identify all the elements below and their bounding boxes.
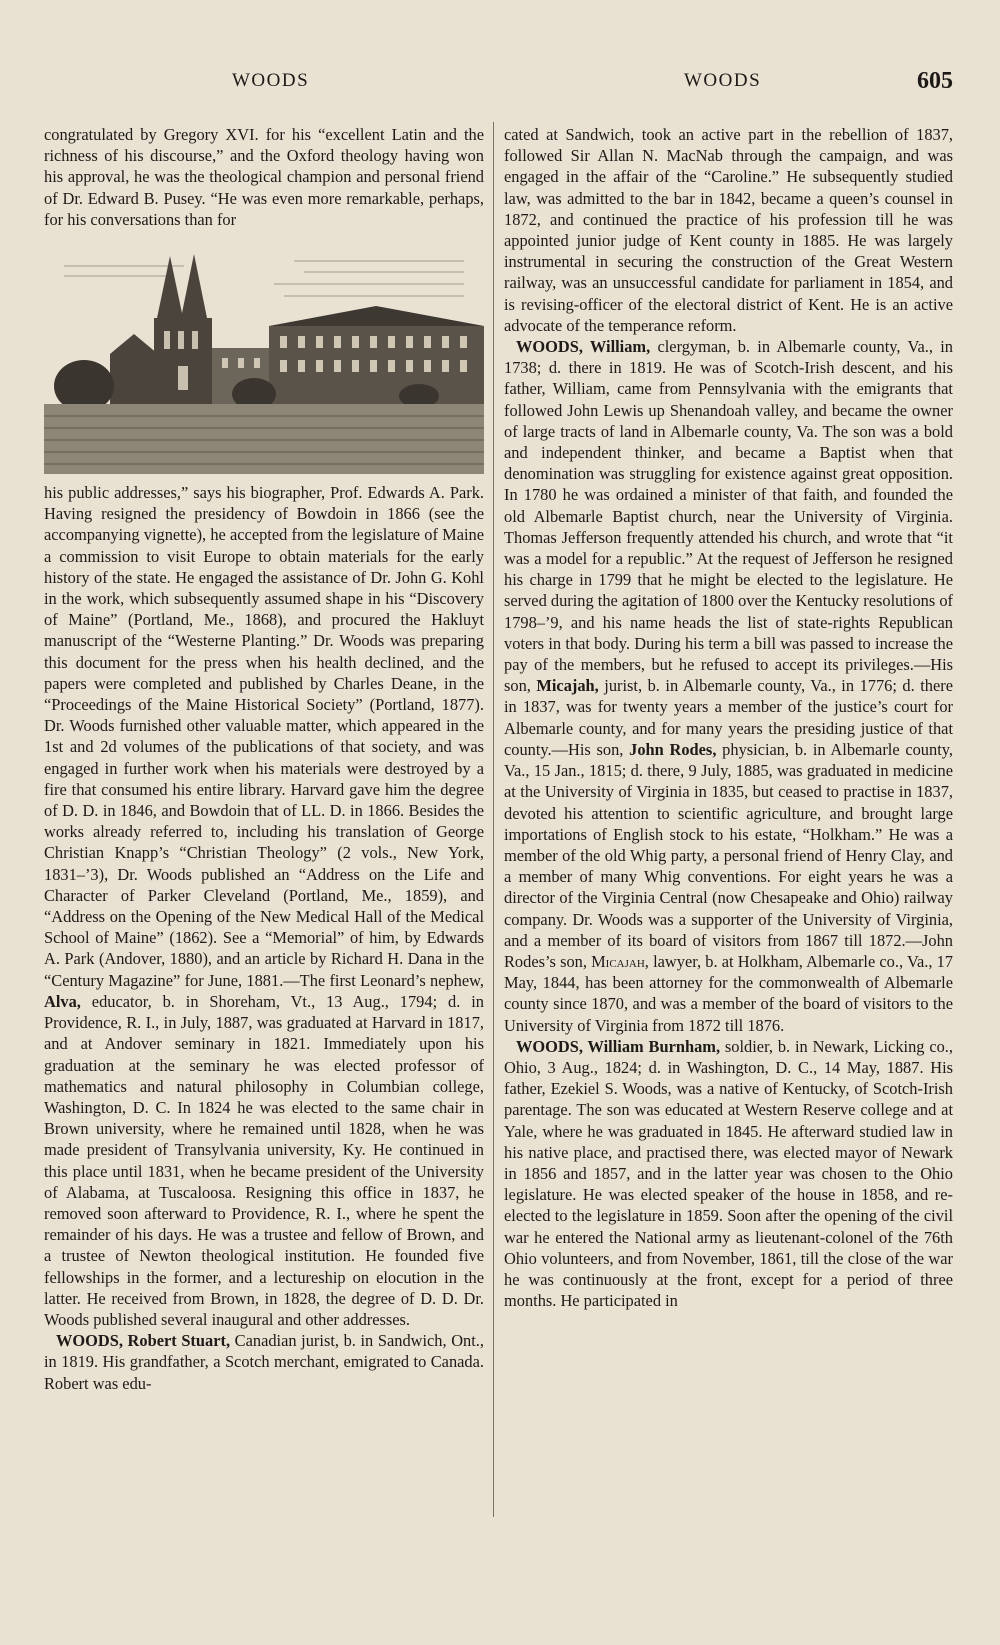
paragraph — [44, 482, 484, 1330]
headword-micajah: Micajah, — [536, 676, 599, 696]
entry-text: clergyman, b. in Albemarle county, Va., in 1738; d. there in 1819. He was of Scotch-Irish descent, and his father, William, came from Pennsylvania with the emigrants that followed John Lewis up Shenandoah valley, and became the owner of large tracts of land in Albemarle county, Va. The son was a bold and independent thinker, and became a Baptist when that denomination was struggling for existence against great opposition. In 1780 he was ordained a minister of that faith, and founded the old Albemarle Baptist church, near the University of Virginia. Thomas Jefferson frequently attended his church, and wrote that “it was a model for a republic.” At the request of Jefferson he resigned his charge in 1799 that he might be elected to the legislature. He served during the agitation of 1800 over the Kentucky resolutions of 1798–’9, and his name heads the list of state-rights Republican voters in that body. During his term a bill was passed to increase the pay of the members, but he refused to accept its privileges.—His son, — [504, 337, 953, 696]
paragraph-text: his public addresses,” says his biographer, Prof. Edwards A. Park. Having resigned the presidency of Bowdoin in 1866 (see the accompanying vignette), he accepted from the legislature of Maine a commission to visit Europe to obtain materials for the early history of the state. He engaged the assistance of Dr. John G. Kohl in the work, which subsequently assumed shape in his “Discovery of Maine” (Portland, Me., 1868), and procured the Hakluyt manuscript of the “Westerne Planting.” Dr. Woods was preparing this document for the press when his health declined, and the papers were completed and published by Charles Deane, in the “Proceedings of the Maine Historical Society” (Portland, 1877). Dr. Woods furnished other valuable matter, which appeared in the 1st and 2d volumes of the publications of that society, and was engaged in further work when his materials were destroyed by a fire that consumed his entire library. Harvard gave him the degree of D. D. in 1846, and Bowdoin that of LL. D. in 1866. Besides the works already referred to, including his translation of George Christian Knapp’s “Christian Theology” (2 vols., New York, 1831–’3), Dr. Woods published an “Address on the Life and Character of Parker Cleveland (Portland, Me., 1859), and “Address on the Opening of the New Medical Hall of the Medical School of Maine” (1862). See a “Memorial” of him, by Edwards A. Park (Andover, 1880), and an article by Richard H. Dana in the “Century Magazine” for June, 1881.—The first Leonard’s nephew, — [44, 483, 484, 990]
running-head-left: WOODS — [232, 70, 310, 91]
headword-alva: Alva, — [44, 991, 81, 1011]
entry-william-burnham-woods — [504, 1036, 953, 1312]
paragraph-continued: congratulated by Gregory XVI. for his “excellent Latin and the richness of his discourse,” and the Oxford theology having won his approval, he was the theological champion and personal friend of Dr. Edward B. Pusey. “He was even more remarkable, perhaps, for his conversations than for — [44, 125, 484, 229]
entry-william-woods — [504, 336, 953, 1036]
entry-robert-stuart-woods — [44, 1330, 484, 1394]
running-head-center: WOODS — [684, 70, 762, 91]
headword: WOODS, William Burnham, — [516, 1036, 721, 1056]
page-number: 605 — [917, 68, 953, 94]
headword: WOODS, William, — [516, 337, 651, 357]
entry-text: soldier, b. in Newark, Licking co., Ohio, 3 Aug., 1824; d. in Washington, D. C., 14 May, 1887. His father, Ezekiel S. Woods, was a native of Kentucky, of Scotch-Irish parentage. The son was educated at Western Reserve college and at Yale, where he was graduated in 1845. He afterward studied law in his native place, and practised there, was elected mayor of Newark in 1856 and 1857, and in the latter year was chosen to the Ohio legislature. He was elected speaker of the house in 1858, and re-elected to the legislature in 1859. Soon after the opening of the civil war he entered the National army as lieutenant-colonel of the 76th Ohio volunteers, and from November, 1861, till the close of the war he was continuously at the front, except for a period of three months. He participated in — [504, 1036, 953, 1311]
column-divider — [493, 122, 494, 1517]
paragraph-text: educator, b. in Shoreham, Vt., 13 Aug., 1794; d. in Providence, R. I., in July, 1887, was graduated at Harvard in 1817, and at Andover seminary in 1821. Immediately upon his graduation at the seminary he was elected professor of mathematics and natural philosophy in Columbian college, Washington, D. C. In 1824 he was elected to the same chair in Brown university, where he remained until 1828, when he was made president of Transylvania university, Ky. He continued in this place until 1831, when he became president of the University of Alabama, at Tuscaloosa. Resigning this office in 1837, he removed soon afterward to Providence, R. I., where he spent the remainder of his days. He was a trustee and fellow of Brown, and a trustee of Newton theological institution. He founded five fellowships in the former, and a lectureship on elocution in the latter. He received from Brown, in 1828, the degree of D. D. Dr. Woods published several inaugural and other addresses. — [44, 991, 484, 1329]
headword-john-rodes: John Rodes, — [629, 739, 717, 759]
name-micajah: Micajah, — [591, 951, 649, 971]
right-column — [504, 124, 953, 1311]
entry-text: jurist, b. in Albemarle county, Va., in 1776; d. there in 1837, was for twenty years a member of the justice’s court for Albemarle county, and for many years the presiding justice of that county.—His son, — [504, 676, 953, 759]
paragraph-continued: cated at Sandwich, took an active part in the rebellion of 1837, followed Sir Allan N. MacNab through the campaign, and was engaged in the affair of the “Caroline.” He subsequently studied law, was admitted to the bar in 1842, became a queen’s counsel in 1872, and continued the practice of his profession till he was appointed junior judge of Kent county in 1885. He was largely instrumental in securing the construction of the Great Western railway, was an unsuccessful candidate for parliament in 1854, and is revising-officer of the electoral district of Kent. He is an active advocate of the temperance reform. — [504, 125, 953, 335]
bowdoin-college-engraving — [44, 236, 484, 474]
entry-text: Canadian jurist, b. in Sandwich, Ont., in 1819. His grandfather, a Scotch merchant, emigrated to Canada. Robert was edu- — [44, 1331, 484, 1393]
headword: WOODS, Robert Stuart, — [56, 1331, 231, 1351]
left-column — [44, 124, 484, 1394]
entry-text: lawyer, b. at Holkham, Albemarle co., Va., 17 May, 1844, has been attorney for the commonwealth of Albemarle county since 1870, and was a member of the board of visitors to the University of Virginia from 1872 till 1876. — [504, 951, 953, 1035]
entry-text: physician, b. in Albemarle county, Va., 15 Jan., 1815; d. there, 9 July, 1885, was graduated in medicine at the University of Virginia in 1835, but ceased to practise in 1837, devoted his attention to scientific agriculture, and brought large importations of English stock to his estate, “Holkham.” He was a member of the old Whig party, a personal friend of Henry Clay, and a member of many Whig conventions. For eight years he was a director of the Virginia Central (now Chesapeake and Ohio) railway company. Dr. Woods was a supporter of the University of Virginia, and a member of its board of visitors from 1867 till 1872.—John Rodes’s son, — [504, 739, 953, 971]
